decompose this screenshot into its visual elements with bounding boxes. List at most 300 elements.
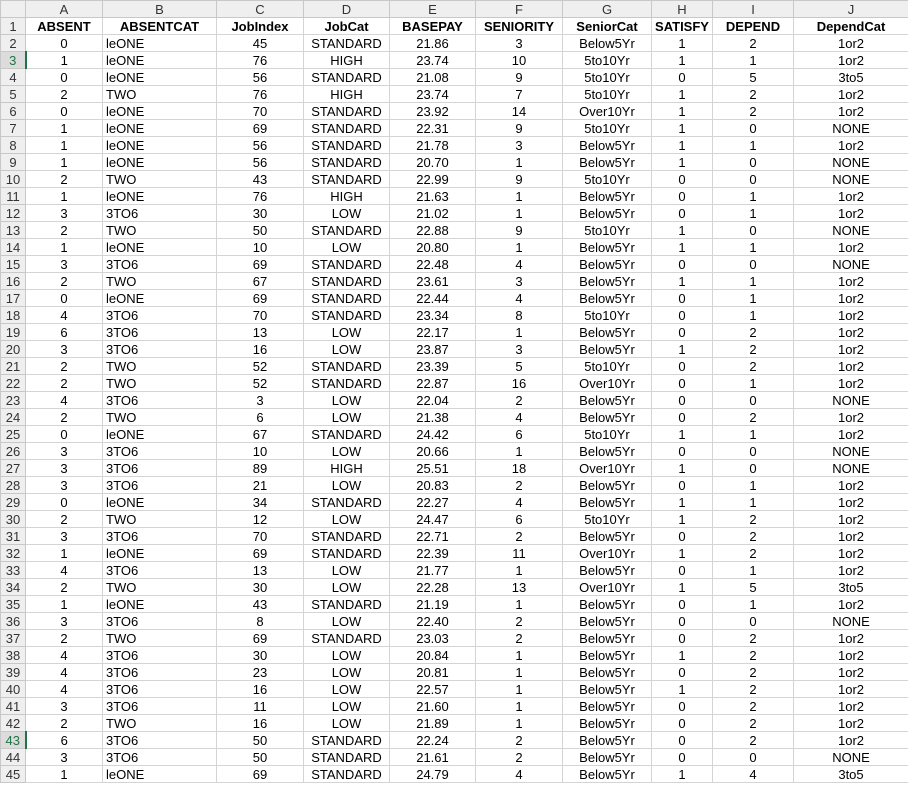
row-header-17[interactable]: 17 — [1, 290, 26, 307]
cell-e37[interactable]: 23.03 — [390, 630, 476, 647]
cell-d4[interactable]: STANDARD — [304, 69, 390, 86]
cell-g24[interactable]: Below5Yr — [563, 409, 652, 426]
cell-c25[interactable]: 67 — [217, 426, 304, 443]
row-header-36[interactable]: 36 — [1, 613, 26, 630]
cell-h14[interactable]: 1 — [652, 239, 713, 256]
cell-g39[interactable]: Below5Yr — [563, 664, 652, 681]
column-header-a[interactable]: A — [26, 1, 103, 18]
cell-h29[interactable]: 1 — [652, 494, 713, 511]
row-header-27[interactable]: 27 — [1, 460, 26, 477]
cell-j26[interactable]: NONE — [794, 443, 908, 460]
cell-d31[interactable]: STANDARD — [304, 528, 390, 545]
cell-a10[interactable]: 2 — [26, 171, 103, 188]
cell-d7[interactable]: STANDARD — [304, 120, 390, 137]
cell-e24[interactable]: 21.38 — [390, 409, 476, 426]
row-header-26[interactable]: 26 — [1, 443, 26, 460]
cell-e6[interactable]: 23.92 — [390, 103, 476, 120]
cell-e29[interactable]: 22.27 — [390, 494, 476, 511]
row-header-6[interactable]: 6 — [1, 103, 26, 120]
cell-a9[interactable]: 1 — [26, 154, 103, 171]
cell-e25[interactable]: 24.42 — [390, 426, 476, 443]
row-header-9[interactable]: 9 — [1, 154, 26, 171]
row-header-45[interactable]: 45 — [1, 766, 26, 783]
cell-f24[interactable]: 4 — [476, 409, 563, 426]
cell-h4[interactable]: 0 — [652, 69, 713, 86]
row-header-14[interactable]: 14 — [1, 239, 26, 256]
cell-h35[interactable]: 0 — [652, 596, 713, 613]
cell-i38[interactable]: 2 — [713, 647, 794, 664]
cell-d25[interactable]: STANDARD — [304, 426, 390, 443]
column-header-e[interactable]: E — [390, 1, 476, 18]
cell-a7[interactable]: 1 — [26, 120, 103, 137]
cell-a12[interactable]: 3 — [26, 205, 103, 222]
cell-i37[interactable]: 2 — [713, 630, 794, 647]
cell-a13[interactable]: 2 — [26, 222, 103, 239]
cell-b39[interactable]: 3TO6 — [103, 664, 217, 681]
cell-b27[interactable]: 3TO6 — [103, 460, 217, 477]
row-header-40[interactable]: 40 — [1, 681, 26, 698]
select-all-corner[interactable] — [1, 1, 26, 18]
cell-i23[interactable]: 0 — [713, 392, 794, 409]
cell-b33[interactable]: 3TO6 — [103, 562, 217, 579]
cell-j28[interactable]: 1or2 — [794, 477, 908, 494]
cell-d6[interactable]: STANDARD — [304, 103, 390, 120]
cell-j44[interactable]: NONE — [794, 749, 908, 766]
cell-i32[interactable]: 2 — [713, 545, 794, 562]
cell-d40[interactable]: LOW — [304, 681, 390, 698]
cell-h38[interactable]: 1 — [652, 647, 713, 664]
cell-e4[interactable]: 21.08 — [390, 69, 476, 86]
cell-j30[interactable]: 1or2 — [794, 511, 908, 528]
cell-g30[interactable]: 5to10Yr — [563, 511, 652, 528]
cell-d35[interactable]: STANDARD — [304, 596, 390, 613]
cell-h15[interactable]: 0 — [652, 256, 713, 273]
cell-i16[interactable]: 1 — [713, 273, 794, 290]
cell-g34[interactable]: Over10Yr — [563, 579, 652, 596]
column-header-c[interactable]: C — [217, 1, 304, 18]
header-cell-seniority[interactable]: SENIORITY — [476, 18, 563, 35]
cell-a5[interactable]: 2 — [26, 86, 103, 103]
cell-c5[interactable]: 76 — [217, 86, 304, 103]
cell-e44[interactable]: 21.61 — [390, 749, 476, 766]
cell-d13[interactable]: STANDARD — [304, 222, 390, 239]
cell-g11[interactable]: Below5Yr — [563, 188, 652, 205]
cell-h45[interactable]: 1 — [652, 766, 713, 783]
cell-d20[interactable]: LOW — [304, 341, 390, 358]
cell-j36[interactable]: NONE — [794, 613, 908, 630]
cell-g31[interactable]: Below5Yr — [563, 528, 652, 545]
cell-f10[interactable]: 9 — [476, 171, 563, 188]
cell-d43[interactable]: STANDARD — [304, 732, 390, 749]
cell-g2[interactable]: Below5Yr — [563, 35, 652, 52]
cell-c41[interactable]: 11 — [217, 698, 304, 715]
cell-a34[interactable]: 2 — [26, 579, 103, 596]
cell-d38[interactable]: LOW — [304, 647, 390, 664]
cell-b16[interactable]: TWO — [103, 273, 217, 290]
cell-c42[interactable]: 16 — [217, 715, 304, 732]
cell-h24[interactable]: 0 — [652, 409, 713, 426]
cell-b26[interactable]: 3TO6 — [103, 443, 217, 460]
header-cell-seniorcat[interactable]: SeniorCat — [563, 18, 652, 35]
cell-g7[interactable]: 5to10Yr — [563, 120, 652, 137]
cell-i20[interactable]: 2 — [713, 341, 794, 358]
row-header-37[interactable]: 37 — [1, 630, 26, 647]
cell-j9[interactable]: NONE — [794, 154, 908, 171]
cell-f23[interactable]: 2 — [476, 392, 563, 409]
column-header-d[interactable]: D — [304, 1, 390, 18]
cell-c27[interactable]: 89 — [217, 460, 304, 477]
cell-f31[interactable]: 2 — [476, 528, 563, 545]
cell-i6[interactable]: 2 — [713, 103, 794, 120]
cell-i39[interactable]: 2 — [713, 664, 794, 681]
cell-g22[interactable]: Over10Yr — [563, 375, 652, 392]
cell-e21[interactable]: 23.39 — [390, 358, 476, 375]
cell-g40[interactable]: Below5Yr — [563, 681, 652, 698]
cell-j17[interactable]: 1or2 — [794, 290, 908, 307]
cell-a35[interactable]: 1 — [26, 596, 103, 613]
cell-i17[interactable]: 1 — [713, 290, 794, 307]
cell-c40[interactable]: 16 — [217, 681, 304, 698]
cell-e2[interactable]: 21.86 — [390, 35, 476, 52]
cell-j31[interactable]: 1or2 — [794, 528, 908, 545]
cell-b6[interactable]: leONE — [103, 103, 217, 120]
cell-h33[interactable]: 0 — [652, 562, 713, 579]
cell-j41[interactable]: 1or2 — [794, 698, 908, 715]
cell-c33[interactable]: 13 — [217, 562, 304, 579]
cell-j23[interactable]: NONE — [794, 392, 908, 409]
cell-a41[interactable]: 3 — [26, 698, 103, 715]
row-header-13[interactable]: 13 — [1, 222, 26, 239]
cell-h28[interactable]: 0 — [652, 477, 713, 494]
cell-d8[interactable]: STANDARD — [304, 137, 390, 154]
cell-f25[interactable]: 6 — [476, 426, 563, 443]
cell-f27[interactable]: 18 — [476, 460, 563, 477]
cell-b32[interactable]: leONE — [103, 545, 217, 562]
cell-b17[interactable]: leONE — [103, 290, 217, 307]
cell-h2[interactable]: 1 — [652, 35, 713, 52]
cell-e35[interactable]: 21.19 — [390, 596, 476, 613]
cell-e32[interactable]: 22.39 — [390, 545, 476, 562]
cell-d27[interactable]: HIGH — [304, 460, 390, 477]
cell-e5[interactable]: 23.74 — [390, 86, 476, 103]
cell-h16[interactable]: 1 — [652, 273, 713, 290]
cell-c29[interactable]: 34 — [217, 494, 304, 511]
cell-i19[interactable]: 2 — [713, 324, 794, 341]
cell-c12[interactable]: 30 — [217, 205, 304, 222]
cell-b2[interactable]: leONE — [103, 35, 217, 52]
cell-i27[interactable]: 0 — [713, 460, 794, 477]
row-header-29[interactable]: 29 — [1, 494, 26, 511]
cell-i44[interactable]: 0 — [713, 749, 794, 766]
cell-a20[interactable]: 3 — [26, 341, 103, 358]
cell-d15[interactable]: STANDARD — [304, 256, 390, 273]
row-header-19[interactable]: 19 — [1, 324, 26, 341]
cell-b43[interactable]: 3TO6 — [103, 732, 217, 749]
header-cell-absentcat[interactable]: ABSENTCAT — [103, 18, 217, 35]
column-header-h[interactable]: H — [652, 1, 713, 18]
cell-f8[interactable]: 3 — [476, 137, 563, 154]
cell-b45[interactable]: leONE — [103, 766, 217, 783]
cell-h7[interactable]: 1 — [652, 120, 713, 137]
cell-e13[interactable]: 22.88 — [390, 222, 476, 239]
cell-c30[interactable]: 12 — [217, 511, 304, 528]
cell-h8[interactable]: 1 — [652, 137, 713, 154]
cell-b41[interactable]: 3TO6 — [103, 698, 217, 715]
cell-c22[interactable]: 52 — [217, 375, 304, 392]
cell-d3[interactable]: HIGH — [304, 52, 390, 69]
cell-b35[interactable]: leONE — [103, 596, 217, 613]
cell-f38[interactable]: 1 — [476, 647, 563, 664]
cell-b24[interactable]: TWO — [103, 409, 217, 426]
column-header-j[interactable]: J — [794, 1, 908, 18]
cell-g18[interactable]: 5to10Yr — [563, 307, 652, 324]
cell-j43[interactable]: 1or2 — [794, 732, 908, 749]
cell-b31[interactable]: 3TO6 — [103, 528, 217, 545]
row-header-10[interactable]: 10 — [1, 171, 26, 188]
cell-b22[interactable]: TWO — [103, 375, 217, 392]
cell-a6[interactable]: 0 — [26, 103, 103, 120]
cell-c26[interactable]: 10 — [217, 443, 304, 460]
cell-j42[interactable]: 1or2 — [794, 715, 908, 732]
cell-b25[interactable]: leONE — [103, 426, 217, 443]
cell-i29[interactable]: 1 — [713, 494, 794, 511]
cell-f16[interactable]: 3 — [476, 273, 563, 290]
cell-b40[interactable]: 3TO6 — [103, 681, 217, 698]
cell-d16[interactable]: STANDARD — [304, 273, 390, 290]
cell-i41[interactable]: 2 — [713, 698, 794, 715]
cell-e38[interactable]: 20.84 — [390, 647, 476, 664]
row-header-38[interactable]: 38 — [1, 647, 26, 664]
cell-i40[interactable]: 2 — [713, 681, 794, 698]
cell-h21[interactable]: 0 — [652, 358, 713, 375]
cell-h11[interactable]: 0 — [652, 188, 713, 205]
cell-j14[interactable]: 1or2 — [794, 239, 908, 256]
cell-d45[interactable]: STANDARD — [304, 766, 390, 783]
cell-h23[interactable]: 0 — [652, 392, 713, 409]
cell-b28[interactable]: 3TO6 — [103, 477, 217, 494]
cell-h43[interactable]: 0 — [652, 732, 713, 749]
cell-a37[interactable]: 2 — [26, 630, 103, 647]
cell-f19[interactable]: 1 — [476, 324, 563, 341]
cell-d34[interactable]: LOW — [304, 579, 390, 596]
cell-f30[interactable]: 6 — [476, 511, 563, 528]
cell-d33[interactable]: LOW — [304, 562, 390, 579]
cell-c23[interactable]: 3 — [217, 392, 304, 409]
cell-a39[interactable]: 4 — [26, 664, 103, 681]
cell-c43[interactable]: 50 — [217, 732, 304, 749]
cell-d41[interactable]: LOW — [304, 698, 390, 715]
row-header-3[interactable]: 3 — [1, 52, 26, 69]
cell-d9[interactable]: STANDARD — [304, 154, 390, 171]
cell-f37[interactable]: 2 — [476, 630, 563, 647]
cell-c35[interactable]: 43 — [217, 596, 304, 613]
cell-d21[interactable]: STANDARD — [304, 358, 390, 375]
row-header-23[interactable]: 23 — [1, 392, 26, 409]
cell-c9[interactable]: 56 — [217, 154, 304, 171]
cell-c38[interactable]: 30 — [217, 647, 304, 664]
cell-c36[interactable]: 8 — [217, 613, 304, 630]
cell-a17[interactable]: 0 — [26, 290, 103, 307]
cell-e8[interactable]: 21.78 — [390, 137, 476, 154]
cell-c11[interactable]: 76 — [217, 188, 304, 205]
header-cell-depend[interactable]: DEPEND — [713, 18, 794, 35]
cell-j33[interactable]: 1or2 — [794, 562, 908, 579]
cell-g5[interactable]: 5to10Yr — [563, 86, 652, 103]
cell-j13[interactable]: NONE — [794, 222, 908, 239]
cell-i5[interactable]: 2 — [713, 86, 794, 103]
cell-d29[interactable]: STANDARD — [304, 494, 390, 511]
row-header-33[interactable]: 33 — [1, 562, 26, 579]
cell-i28[interactable]: 1 — [713, 477, 794, 494]
cell-h36[interactable]: 0 — [652, 613, 713, 630]
cell-g38[interactable]: Below5Yr — [563, 647, 652, 664]
cell-i45[interactable]: 4 — [713, 766, 794, 783]
cell-a16[interactable]: 2 — [26, 273, 103, 290]
cell-h20[interactable]: 1 — [652, 341, 713, 358]
cell-g14[interactable]: Below5Yr — [563, 239, 652, 256]
cell-b8[interactable]: leONE — [103, 137, 217, 154]
cell-j38[interactable]: 1or2 — [794, 647, 908, 664]
cell-f3[interactable]: 10 — [476, 52, 563, 69]
cell-i34[interactable]: 5 — [713, 579, 794, 596]
cell-d10[interactable]: STANDARD — [304, 171, 390, 188]
cell-e3[interactable]: 23.74 — [390, 52, 476, 69]
cell-b5[interactable]: TWO — [103, 86, 217, 103]
cell-g44[interactable]: Below5Yr — [563, 749, 652, 766]
cell-e17[interactable]: 22.44 — [390, 290, 476, 307]
row-header-34[interactable]: 34 — [1, 579, 26, 596]
cell-a11[interactable]: 1 — [26, 188, 103, 205]
cell-j20[interactable]: 1or2 — [794, 341, 908, 358]
cell-d26[interactable]: LOW — [304, 443, 390, 460]
cell-f34[interactable]: 13 — [476, 579, 563, 596]
cell-a19[interactable]: 6 — [26, 324, 103, 341]
cell-c14[interactable]: 10 — [217, 239, 304, 256]
cell-e9[interactable]: 20.70 — [390, 154, 476, 171]
cell-d37[interactable]: STANDARD — [304, 630, 390, 647]
header-cell-dependcat[interactable]: DependCat — [794, 18, 908, 35]
cell-g16[interactable]: Below5Yr — [563, 273, 652, 290]
cell-g25[interactable]: 5to10Yr — [563, 426, 652, 443]
cell-b36[interactable]: 3TO6 — [103, 613, 217, 630]
cell-h25[interactable]: 1 — [652, 426, 713, 443]
row-header-43[interactable]: 43 — [1, 732, 26, 749]
cell-j34[interactable]: 3to5 — [794, 579, 908, 596]
cell-g29[interactable]: Below5Yr — [563, 494, 652, 511]
cell-c44[interactable]: 50 — [217, 749, 304, 766]
cell-a2[interactable]: 0 — [26, 35, 103, 52]
cell-g15[interactable]: Below5Yr — [563, 256, 652, 273]
cell-g8[interactable]: Below5Yr — [563, 137, 652, 154]
cell-g32[interactable]: Over10Yr — [563, 545, 652, 562]
cell-h5[interactable]: 1 — [652, 86, 713, 103]
cell-i3[interactable]: 1 — [713, 52, 794, 69]
cell-e20[interactable]: 23.87 — [390, 341, 476, 358]
cell-i31[interactable]: 2 — [713, 528, 794, 545]
cell-g19[interactable]: Below5Yr — [563, 324, 652, 341]
cell-d11[interactable]: HIGH — [304, 188, 390, 205]
row-header-12[interactable]: 12 — [1, 205, 26, 222]
cell-f21[interactable]: 5 — [476, 358, 563, 375]
cell-h12[interactable]: 0 — [652, 205, 713, 222]
cell-c3[interactable]: 76 — [217, 52, 304, 69]
cell-b23[interactable]: 3TO6 — [103, 392, 217, 409]
cell-a27[interactable]: 3 — [26, 460, 103, 477]
cell-g21[interactable]: 5to10Yr — [563, 358, 652, 375]
cell-d30[interactable]: LOW — [304, 511, 390, 528]
cell-f11[interactable]: 1 — [476, 188, 563, 205]
cell-b34[interactable]: TWO — [103, 579, 217, 596]
cell-d44[interactable]: STANDARD — [304, 749, 390, 766]
cell-c10[interactable]: 43 — [217, 171, 304, 188]
cell-b44[interactable]: 3TO6 — [103, 749, 217, 766]
cell-g3[interactable]: 5to10Yr — [563, 52, 652, 69]
column-header-g[interactable]: G — [563, 1, 652, 18]
cell-e45[interactable]: 24.79 — [390, 766, 476, 783]
cell-b11[interactable]: leONE — [103, 188, 217, 205]
cell-f44[interactable]: 2 — [476, 749, 563, 766]
cell-e22[interactable]: 22.87 — [390, 375, 476, 392]
row-header-24[interactable]: 24 — [1, 409, 26, 426]
cell-e18[interactable]: 23.34 — [390, 307, 476, 324]
cell-g43[interactable]: Below5Yr — [563, 732, 652, 749]
cell-c17[interactable]: 69 — [217, 290, 304, 307]
column-header-i[interactable]: I — [713, 1, 794, 18]
cell-f22[interactable]: 16 — [476, 375, 563, 392]
cell-a43[interactable]: 6 — [26, 732, 103, 749]
cell-d22[interactable]: STANDARD — [304, 375, 390, 392]
cell-i13[interactable]: 0 — [713, 222, 794, 239]
row-header-30[interactable]: 30 — [1, 511, 26, 528]
cell-f32[interactable]: 11 — [476, 545, 563, 562]
cell-i42[interactable]: 2 — [713, 715, 794, 732]
cell-d28[interactable]: LOW — [304, 477, 390, 494]
cell-g6[interactable]: Over10Yr — [563, 103, 652, 120]
cell-a32[interactable]: 1 — [26, 545, 103, 562]
header-cell-absent[interactable]: ABSENT — [26, 18, 103, 35]
cell-g23[interactable]: Below5Yr — [563, 392, 652, 409]
cell-e26[interactable]: 20.66 — [390, 443, 476, 460]
cell-f26[interactable]: 1 — [476, 443, 563, 460]
cell-b12[interactable]: 3TO6 — [103, 205, 217, 222]
cell-j7[interactable]: NONE — [794, 120, 908, 137]
cell-e15[interactable]: 22.48 — [390, 256, 476, 273]
cell-h44[interactable]: 0 — [652, 749, 713, 766]
cell-g27[interactable]: Over10Yr — [563, 460, 652, 477]
cell-c21[interactable]: 52 — [217, 358, 304, 375]
row-header-35[interactable]: 35 — [1, 596, 26, 613]
cell-i15[interactable]: 0 — [713, 256, 794, 273]
cell-e10[interactable]: 22.99 — [390, 171, 476, 188]
cell-a21[interactable]: 2 — [26, 358, 103, 375]
cell-g41[interactable]: Below5Yr — [563, 698, 652, 715]
cell-j12[interactable]: 1or2 — [794, 205, 908, 222]
cell-c16[interactable]: 67 — [217, 273, 304, 290]
cell-e33[interactable]: 21.77 — [390, 562, 476, 579]
cell-b19[interactable]: 3TO6 — [103, 324, 217, 341]
cell-c34[interactable]: 30 — [217, 579, 304, 596]
cell-f13[interactable]: 9 — [476, 222, 563, 239]
row-header-42[interactable]: 42 — [1, 715, 26, 732]
cell-e42[interactable]: 21.89 — [390, 715, 476, 732]
cell-j6[interactable]: 1or2 — [794, 103, 908, 120]
cell-f9[interactable]: 1 — [476, 154, 563, 171]
row-header-4[interactable]: 4 — [1, 69, 26, 86]
cell-c24[interactable]: 6 — [217, 409, 304, 426]
row-header-32[interactable]: 32 — [1, 545, 26, 562]
cell-a3[interactable]: 1 — [26, 52, 103, 69]
cell-a38[interactable]: 4 — [26, 647, 103, 664]
